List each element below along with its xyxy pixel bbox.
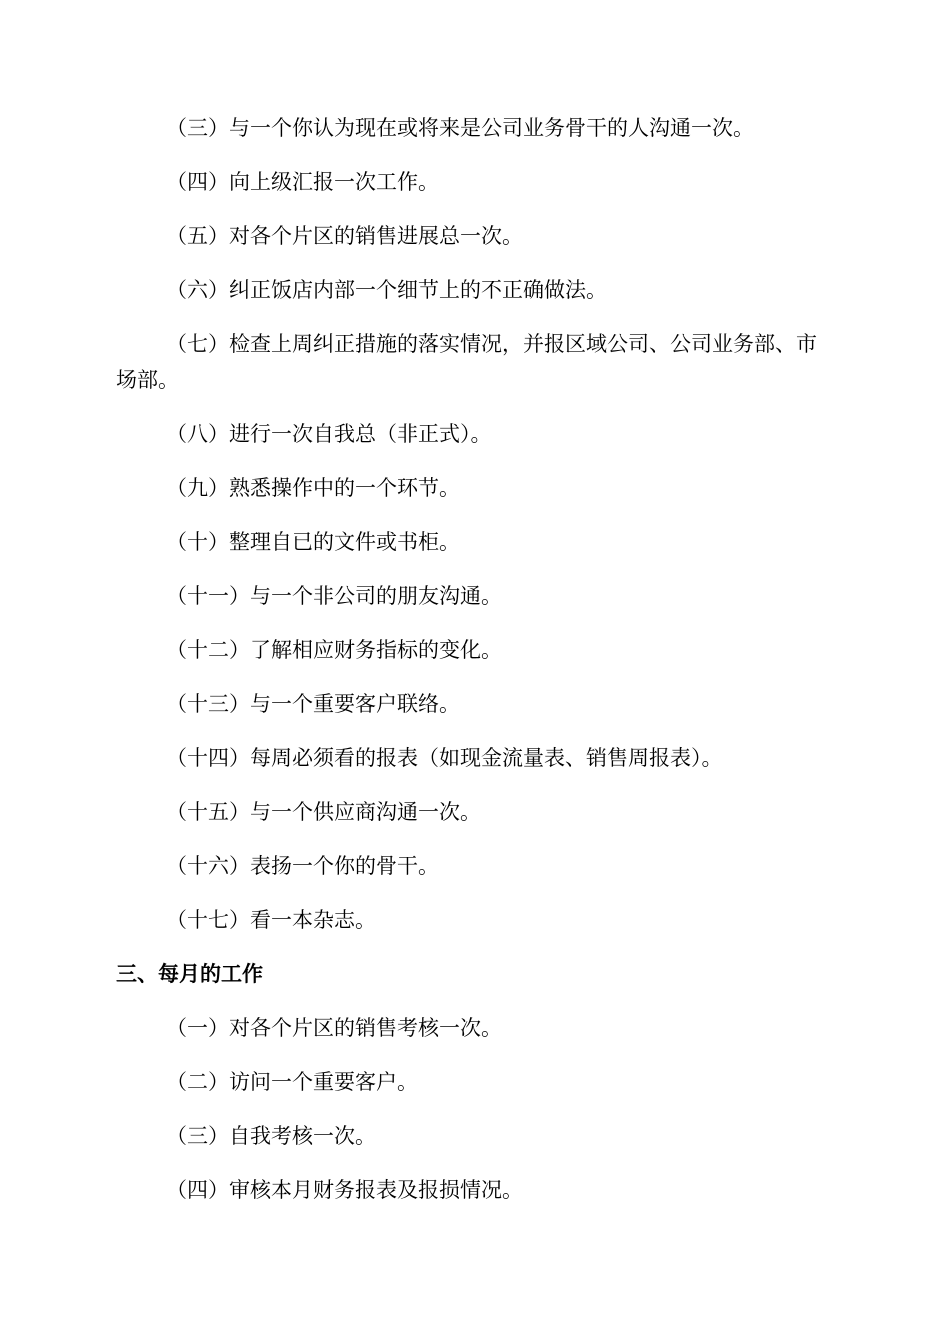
weekly-item-4: （四）向上级汇报一次工作。 <box>166 170 439 194</box>
weekly-item-8: （八）进行一次自我总（非正式）。 <box>166 422 492 446</box>
weekly-item-3: （三）与一个你认为现在或将来是公司业务骨干的人沟通一次。 <box>166 116 754 140</box>
monthly-item-3: （三）自我考核一次。 <box>166 1124 376 1148</box>
weekly-item-11: （十一）与一个非公司的朋友沟通。 <box>166 584 502 608</box>
monthly-item-1: （一）对各个片区的销售考核一次。 <box>166 1016 502 1040</box>
weekly-item-7: （七）检查上周纠正措施的落实情况，并报区域公司、公司业务部、市场部。 <box>116 332 817 392</box>
weekly-item-14: （十四）每周必须看的报表（如现金流量表、销售周报表）。 <box>166 746 723 770</box>
monthly-item-4: （四）审核本月财务报表及报损情况。 <box>166 1178 523 1202</box>
weekly-item-10: （十）整理自已的文件或书柜。 <box>166 530 460 554</box>
weekly-item-15: （十五）与一个供应商沟通一次。 <box>166 800 481 824</box>
weekly-item-6: （六）纠正饭店内部一个细节上的不正确做法。 <box>166 278 607 302</box>
weekly-item-12: （十二）了解相应财务指标的变化。 <box>166 638 502 662</box>
weekly-item-9: （九）熟悉操作中的一个环节。 <box>166 476 460 500</box>
monthly-item-2: （二）访问一个重要客户。 <box>166 1070 418 1094</box>
monthly-section-heading: 三、每月的工作 <box>116 962 263 986</box>
weekly-item-17: （十七）看一本杂志。 <box>166 908 376 932</box>
document-body <box>116 110 836 1226</box>
weekly-item-16: （十六）表扬一个你的骨干。 <box>166 854 439 878</box>
weekly-item-13: （十三）与一个重要客户联络。 <box>166 692 460 716</box>
weekly-item-5: （五）对各个片区的销售进展总一次。 <box>166 224 523 248</box>
